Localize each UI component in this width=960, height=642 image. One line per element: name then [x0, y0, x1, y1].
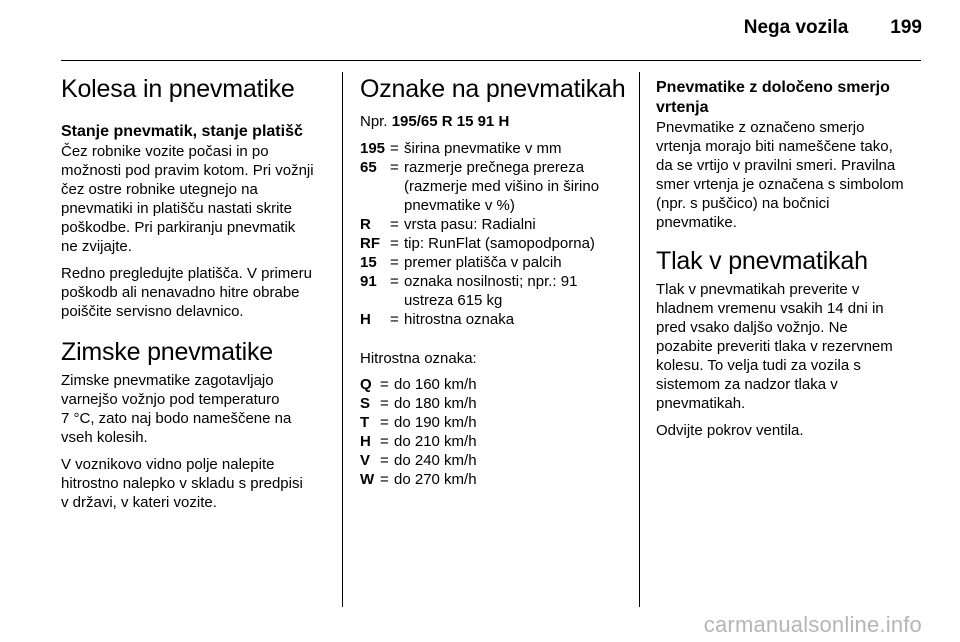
page-header — [744, 17, 922, 39]
section-title-tyre-designations: Oznake na pnevmatikah — [360, 75, 626, 103]
paragraph-tyre-pressure: Tlak v pnevmatikah preverite v hladnem vremenu vsakih 14 dni in pred vsako daljšo vožnjo. Ne pozabite preveriti tlaka v rezervnem kolesu. To velja tudi za vozila s sistemom za nadzor tlaka v pnevmatikah. — [656, 281, 893, 412]
designation-row: R = vrsta pasu: Radialni — [360, 216, 536, 233]
paragraph-rim-check: Redno pregledujte platišča. V primeru poškodb ali nenavadno hitre obrabe poiščite servisno delavnico. — [61, 265, 312, 320]
header-title: Nega vozila — [743, 17, 849, 38]
example-code: 195/65 R 15 91 H — [391, 113, 510, 130]
paragraph-directional-tyres: Pnevmatike z označeno smerjo vrtenja morajo biti nameščene tako, da se vrtijo v pravilni smeri. Pravilna smer vrtenja je označena s simbolom (npr. s puščico) na bočnici pnevmatike. — [656, 119, 904, 231]
column-divider-2 — [639, 72, 640, 607]
subsection-title-tyre-condition: Stanje pnevmatik, stanje platišč — [61, 123, 303, 140]
speed-row: W = do 270 km/h — [360, 471, 477, 488]
watermark: carmanualsonline.info — [703, 612, 922, 637]
column-1 — [61, 74, 336, 512]
designation-list — [360, 139, 622, 329]
paragraph-valve-cap: Odvijte pokrov ventila. — [656, 422, 804, 439]
page-number: 199 — [890, 17, 922, 38]
section-title-winter-tyres: Zimske pnevmatike — [61, 338, 273, 366]
subsection-title-directional-tyres: Pnevmatike z določeno smerjo vrtenja — [656, 79, 890, 116]
speed-row: H = do 210 km/h — [360, 433, 477, 450]
speed-row: Q = do 160 km/h — [360, 376, 477, 393]
column-divider-1 — [342, 72, 343, 607]
designation-row: 15 = premer platišča v palcih — [360, 254, 562, 271]
designation-row: 65 = razmerje prečnega prereza (razmerje med višino in širino pnevmatike v %) — [360, 159, 600, 214]
section-title-wheels-tyres: Kolesa in pnevmatike — [61, 75, 295, 103]
speed-row: V = do 240 km/h — [360, 452, 477, 469]
header-rule — [61, 60, 921, 61]
speed-list — [360, 375, 622, 489]
paragraph-winter-tyres: Zimske pnevmatike zagotavljajo varnejšo vožnjo pod temperaturo 7 °C, zato naj bodo nameščene na vseh kolesih. — [61, 372, 292, 446]
designation-row: RF = tip: RunFlat (samopodporna) — [360, 235, 595, 252]
designation-row: H = hitrostna oznaka — [360, 311, 515, 328]
designation-row: 91 = oznaka nosilnosti; npr.: 91 ustreza 615 kg — [360, 273, 578, 309]
column-3 — [656, 78, 926, 440]
designation-row: 195 = širina pnevmatike v mm — [360, 140, 562, 157]
column-2 — [360, 74, 626, 489]
speed-intro: Hitrostna oznaka: — [360, 350, 477, 367]
example-designation: Npr. 195/65 R 15 91 H — [360, 113, 510, 130]
speed-row: T = do 190 km/h — [360, 414, 477, 431]
paragraph-speed-sticker: V voznikovo vidno polje nalepite hitrostno nalepko v skladu s predpisi v državi, v kateri vozite. — [61, 456, 303, 511]
section-title-tyre-pressure: Tlak v pnevmatikah — [656, 247, 868, 275]
paragraph-curbs: Čez robnike vozite počasi in po možnosti pod pravim kotom. Pri vožnji čez ostre robnike utegnejo na pnevmatiki in platišču nastati skrite poškodbe. Pri parkiranju pnevmatik ne zvijajte. — [61, 143, 314, 255]
speed-row: S = do 180 km/h — [360, 395, 477, 412]
